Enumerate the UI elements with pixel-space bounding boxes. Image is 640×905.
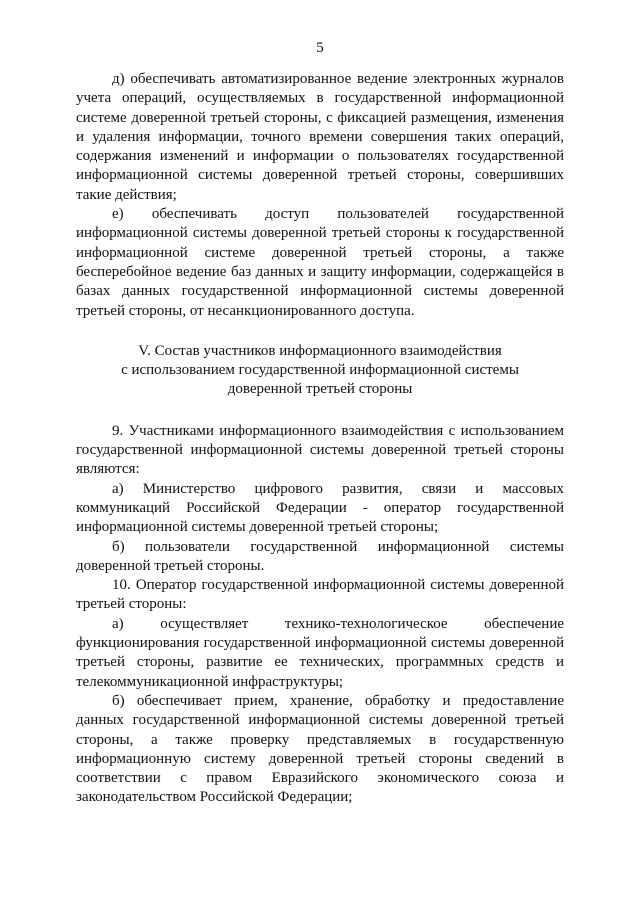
section-heading [76,342,564,400]
paragraph-9b: б) пользователи государственной информационной системы доверенной третьей стороны. [76,538,564,574]
paragraph-e: е) обеспечивать доступ пользователей государственной информационной системы доверенной третьей стороны к государственной информационной системе доверенной третьей стороны, а также бесперебойное ведение баз данных и защиту информации, содержащейся в базах данных государственной информационной системы доверенной третьей стороны, от несанкционированного доступа. [76,206,564,319]
section-heading-line-1: V. Состав участников информационного взаимодействия [138,342,502,359]
page-number: 5 [316,40,324,56]
paragraph-9: 9. Участниками информационного взаимодействия с использованием государственной информационной системы доверенной третьей стороны являются: [76,422,564,478]
document-body [76,70,564,808]
section-heading-line-3: доверенной третьей стороны [227,381,413,398]
paragraph-d: д) обеспечивать автоматизированное ведение электронных журналов учета операций, осуществляемых в государственной информационной системе доверенной третьей стороны, с фиксацией размещения, изменения и удаления информации, точного времени совершения таких операций, содержания изменений и информации о пользователях государственной информационной системы доверенной третьей стороны, совершивших такие действия; [76,71,564,203]
paragraph-9a: а) Министерство цифрового развития, связи и массовых коммуникаций Российской Федерации - оператор государственной информационной системы доверенной третьей стороны; [76,480,564,536]
section-heading-line-2: с использованием государственной информационной системы [121,362,519,379]
paragraph-10b: б) обеспечивает прием, хранение, обработку и предоставление данных государственной информационной системы доверенной третьей стороны, а также проверку представляемых в государственную информационную систему доверенной третьей стороны сведений в соответствии с правом Евразийского экономического союза и законодательством Российской Федерации; [76,692,564,806]
paragraph-10: 10. Оператор государственной информационной системы доверенной третьей стороны: [76,577,564,613]
paragraph-10a: а) осуществляет технико-технологическое обеспечение функционирования государственной информационной системы доверенной третьей стороны, развитие ее технических, программных средств и телекоммуникационной инфраструктуры; [76,615,564,690]
